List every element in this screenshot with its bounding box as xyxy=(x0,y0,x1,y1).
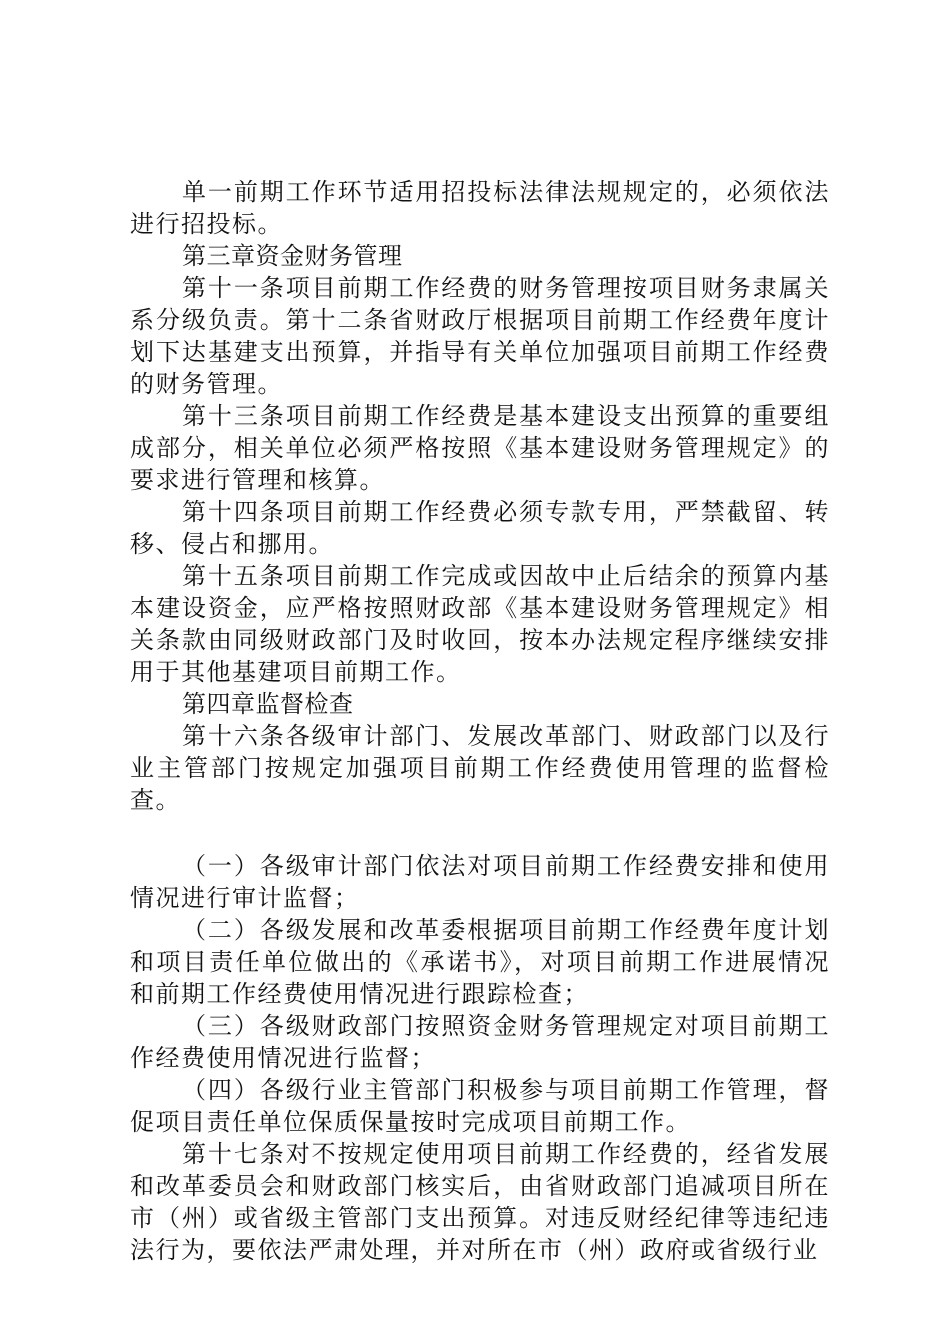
article-15: 第十五条项目前期工作完成或因故中止后结余的预算内基本建设资金，应严格按照财政部《基本建设财务管理规定》相关条款由同级财政部门及时收回，按本办法规定程序继续安排用于其他基建项目前期工作。 xyxy=(130,562,830,686)
chapter-heading-supervision: 第四章监督检查 xyxy=(182,690,354,718)
list-item-industry: （四）各级行业主管部门积极参与项目前期工作管理，督促项目责任单位保质保量按时完成项目前期工作。 xyxy=(130,1076,830,1136)
document-body xyxy=(130,176,830,1266)
article-17: 第十七条对不按规定使用项目前期工作经费的，经省发展和改革委员会和财政部门核实后，由省财政部门追减项目所在市（州）或省级主管部门支出预算。对违反财经纪律等违纪违法行为，要依法严肃处理，并对所在市（州）政府或省级行业 xyxy=(130,1140,830,1264)
list-item-finance: （三）各级财政部门按照资金财务管理规定对项目前期工作经费使用情况进行监督； xyxy=(130,1012,830,1072)
article-11-12: 第十一条项目前期工作经费的财务管理按项目财务隶属关系分级负责。第十二条省财政厅根据项目前期工作经费年度计划下达基建支出预算，并指导有关单位加强项目前期工作经费的财务管理。 xyxy=(130,274,830,398)
paragraph-bidding: 单一前期工作环节适用招投标法律法规规定的，必须依法进行招投标。 xyxy=(130,178,830,238)
list-item-audit: （一）各级审计部门依法对项目前期工作经费安排和使用情况进行审计监督； xyxy=(130,852,830,912)
list-item-reform: （二）各级发展和改革委根据项目前期工作经费年度计划和项目责任单位做出的《承诺书》，对项目前期工作进展情况和前期工作经费使用情况进行跟踪检查； xyxy=(130,916,830,1008)
chapter-heading-finance: 第三章资金财务管理 xyxy=(182,242,403,270)
article-14: 第十四条项目前期工作经费必须专款专用，严禁截留、转移、侵占和挪用。 xyxy=(130,498,830,558)
article-13: 第十三条项目前期工作经费是基本建设支出预算的重要组成部分，相关单位必须严格按照《基本建设财务管理规定》的要求进行管理和核算。 xyxy=(130,402,830,494)
article-16: 第十六条各级审计部门、发展改革部门、财政部门以及行业主管部门按规定加强项目前期工作经费使用管理的监督检查。 xyxy=(130,722,830,814)
